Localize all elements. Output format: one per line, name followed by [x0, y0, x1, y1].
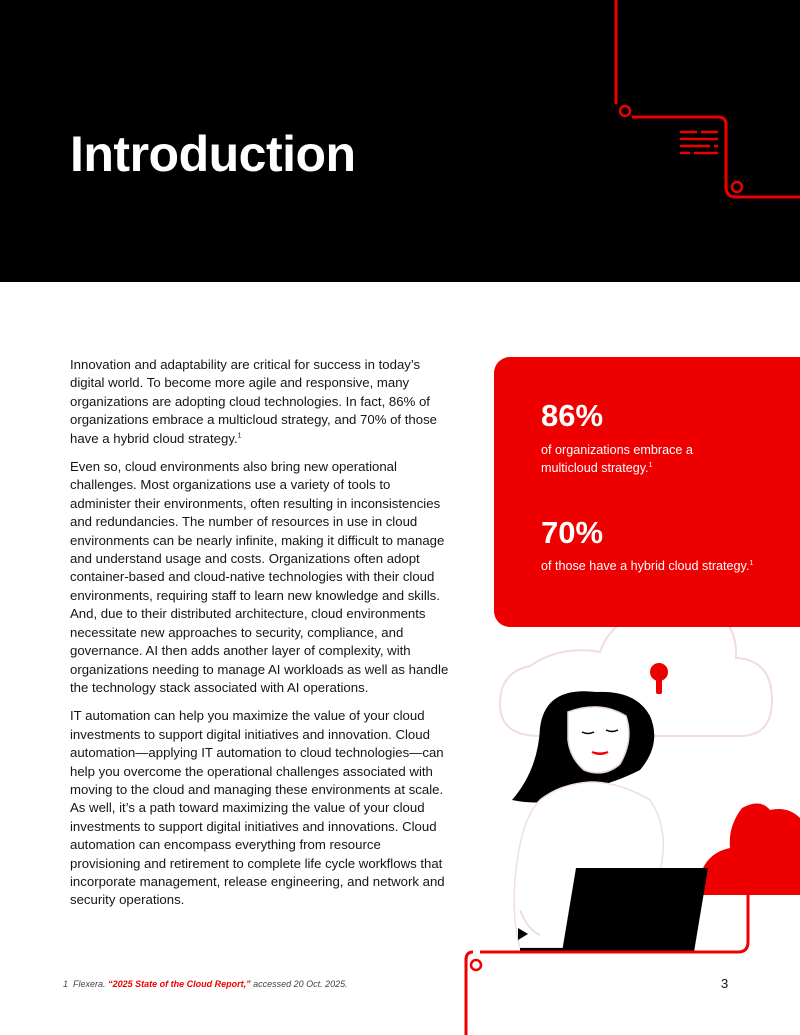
stat-text-1: of organizations embrace a multicloud strategy.$^1$ [541, 443, 693, 475]
page-title: Introduction [70, 126, 356, 182]
laptop-icon [562, 868, 708, 952]
stat-value-2: 70% [541, 515, 604, 550]
paragraph-2: Even so, cloud environments also bring new operational challenges. Most organizations use a variety of tools to administer their environments, often resulting in inconsistencies and redundancies. The number of resources in use in cloud environments can be nearly infinite, making it difficult to manage and understand usage and costs. Organizations often adopt container-based and cloud-native technologies with their cloud environments, requiring staff to learn new knowledge and skills. And, due to their distributed architecture, cloud environments necessitate new approaches to security, compliance, and governance. AI then adds another layer of complexity, with organizations needing to manage AI workloads as well as handle the technology stack associated with AI operations. [70, 459, 449, 695]
footnote: 1 Flexera. “2025 State of the Cloud Report,” accessed 20 Oct. 2025. [63, 979, 348, 989]
stats-panel [494, 357, 800, 627]
paragraph-3: IT automation can help you maximize the value of your cloud investments to support digital initiatives and innovation. Cloud automation—applying IT automation to cloud technologies—can help you overcome the operational challenges associated with moving to the cloud and managing these environments at scale. As well, it’s a path toward maximizing the value of your cloud investments to support digital initiatives and innovations. Cloud automation can encompass everything from resource provisioning and retirement to complete life cycle workflows that incorporate management, release engineering, and network and security operations. [70, 708, 445, 908]
stat-value-1: 86% [541, 398, 604, 433]
report-link[interactable]: “2025 State of the Cloud Report,” [108, 979, 251, 989]
paragraph-1: Innovation and adaptability are critical for success in today’s digital world. To become more agile and responsive, many organizations are adopting cloud technologies. In fact, 86% of organizations embrace a multicloud strategy, and 70% of those have a hybrid cloud strategy.$^1$ [70, 357, 438, 446]
woman-face [568, 707, 629, 773]
stat-text-2: of those have a hybrid cloud strategy.$^1$ [541, 559, 754, 573]
footnote-ref: 1 [237, 432, 242, 440]
page-number: 3 [721, 976, 729, 991]
red-cloud [698, 803, 800, 895]
